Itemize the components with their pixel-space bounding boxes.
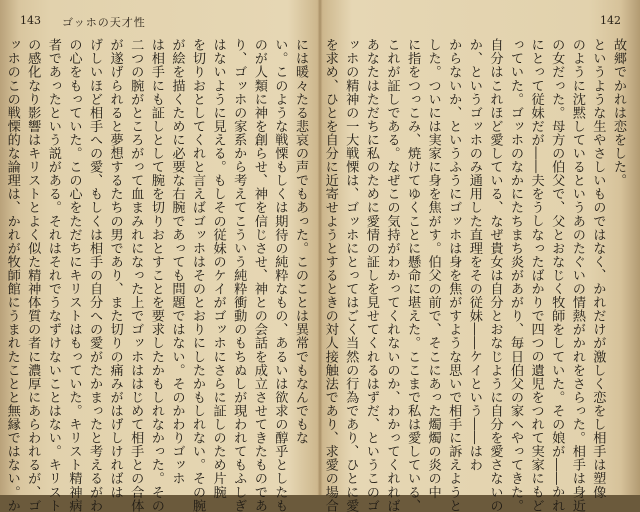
text-column: あなたはただちに私のために愛情の証しを見せてくれるはずだ、というこのゴ xyxy=(363,38,379,512)
text-column: っていた。ゴッホのなかにたちまち炎があがり、毎日伯父の家へやってきた。 xyxy=(508,38,524,512)
text-column: 者であったという説がある。それはそれでうなずけないことはない。キリスト xyxy=(45,38,61,512)
text-column: を求め、ひとを自分に近寄せようとするときの対人接触法であり、求愛の場合 xyxy=(322,38,338,512)
text-column: ッホの精神の一大戦慄は、ゴッホにとってはごく当然の行為であり、ひとに愛 xyxy=(343,38,359,512)
right-page-number: 142 xyxy=(600,14,621,27)
text-column: には暖々たる悲哀の声でもあった。このことは異常でもなんでもな xyxy=(293,38,308,445)
text-column: げしいほど相手への愛、もしくは相手の自分への愛がたかまったと考えるがわ xyxy=(87,38,103,512)
text-column: のが人類に神を創らせ、神を信じさせ、神との会話を成立させてきたものであ xyxy=(251,38,267,512)
text-column: これが証しである。なぜこの気持がわかってくれないのか、わかってくれれば xyxy=(384,38,400,512)
right-page-body xyxy=(322,38,628,512)
text-column: ッホのこの戦慄的な論理は、かれが牧師館にうまれたことと無縁ではない。か xyxy=(4,38,20,512)
running-head: ゴッホの天才性 xyxy=(62,16,146,29)
text-column: はないように見える。もしその従妹のケイがゴッホにさらに証しのため片腕 xyxy=(210,38,226,499)
text-column: が絵を描くために必要な右腕であっても問題ではない。そのかわりゴッホ xyxy=(169,38,185,486)
text-column: い。このような戦慄もしくは期待の純粋なもの、あるいは欲求の醇乎としたも xyxy=(272,38,288,512)
text-column: というような生やさしいものではなく、かれだけが激しく恋をし相手は塑像 xyxy=(590,38,606,499)
text-column: は相手にも証しとして腕を切りおとすことを要求したかもしれなかった。その xyxy=(148,38,164,512)
text-column: 二つの腕がところがって血まみれになった上でゴッホははじめて相手との合体 xyxy=(128,38,144,512)
text-column: した。ついには実家に身を焦がす。伯父の前で、そこにあった燭燭の炎の中 xyxy=(425,38,441,499)
text-column: か、というゴッホのみ通用した直理をその従妹――ケイという――はわ xyxy=(466,38,482,472)
text-column: の感化なり影響はキリストとよく似た精神体質の者に濃厚にあらわれるが、ゴ xyxy=(25,38,41,512)
text-column: が遂げられると夢想するたちの男であり、また切りの痛みがはげしければは xyxy=(107,38,123,499)
text-column: の女だった。母方の伯父で、父とおなじく牧師をしていた。その娘が――かれ xyxy=(549,38,565,512)
text-column: に指をつっこみ、焼けてゆくことに懸命に堪えた。ここまで私は愛している、 xyxy=(405,38,421,512)
text-column: 故郷でかれは恋をした。 xyxy=(611,38,626,188)
left-page-body xyxy=(4,38,310,512)
text-column: 自分はこれほど愛している、なぜ貴女は自分とおなじように自分を愛さないの xyxy=(487,38,503,512)
text-column: からないか、というふうにゴッホは身を焦がすような思いで相手に訴えようと xyxy=(446,38,462,512)
text-column: の心をもっていた。この心をただちにキリストはもっていた。キリスト精神病 xyxy=(66,38,82,512)
text-column: り、ゴッホの家系から考えてこういう純粋衝動のもちぬしが現われてもふしぎ xyxy=(231,38,247,512)
text-column: にとって従妹だが――夫をうしなったばかりで四つの遺児をつれて実家にもど xyxy=(528,38,544,512)
text-column: を切りおとしてくれと言えばゴッホはそのとおりにしたかもしれない。その腕 xyxy=(190,38,206,512)
left-page-number: 143 xyxy=(20,14,41,27)
text-column: のように沈黙しているというあのたぐいの情熱がかれをさらった。相手は身近 xyxy=(569,38,585,512)
right-page xyxy=(320,0,640,512)
